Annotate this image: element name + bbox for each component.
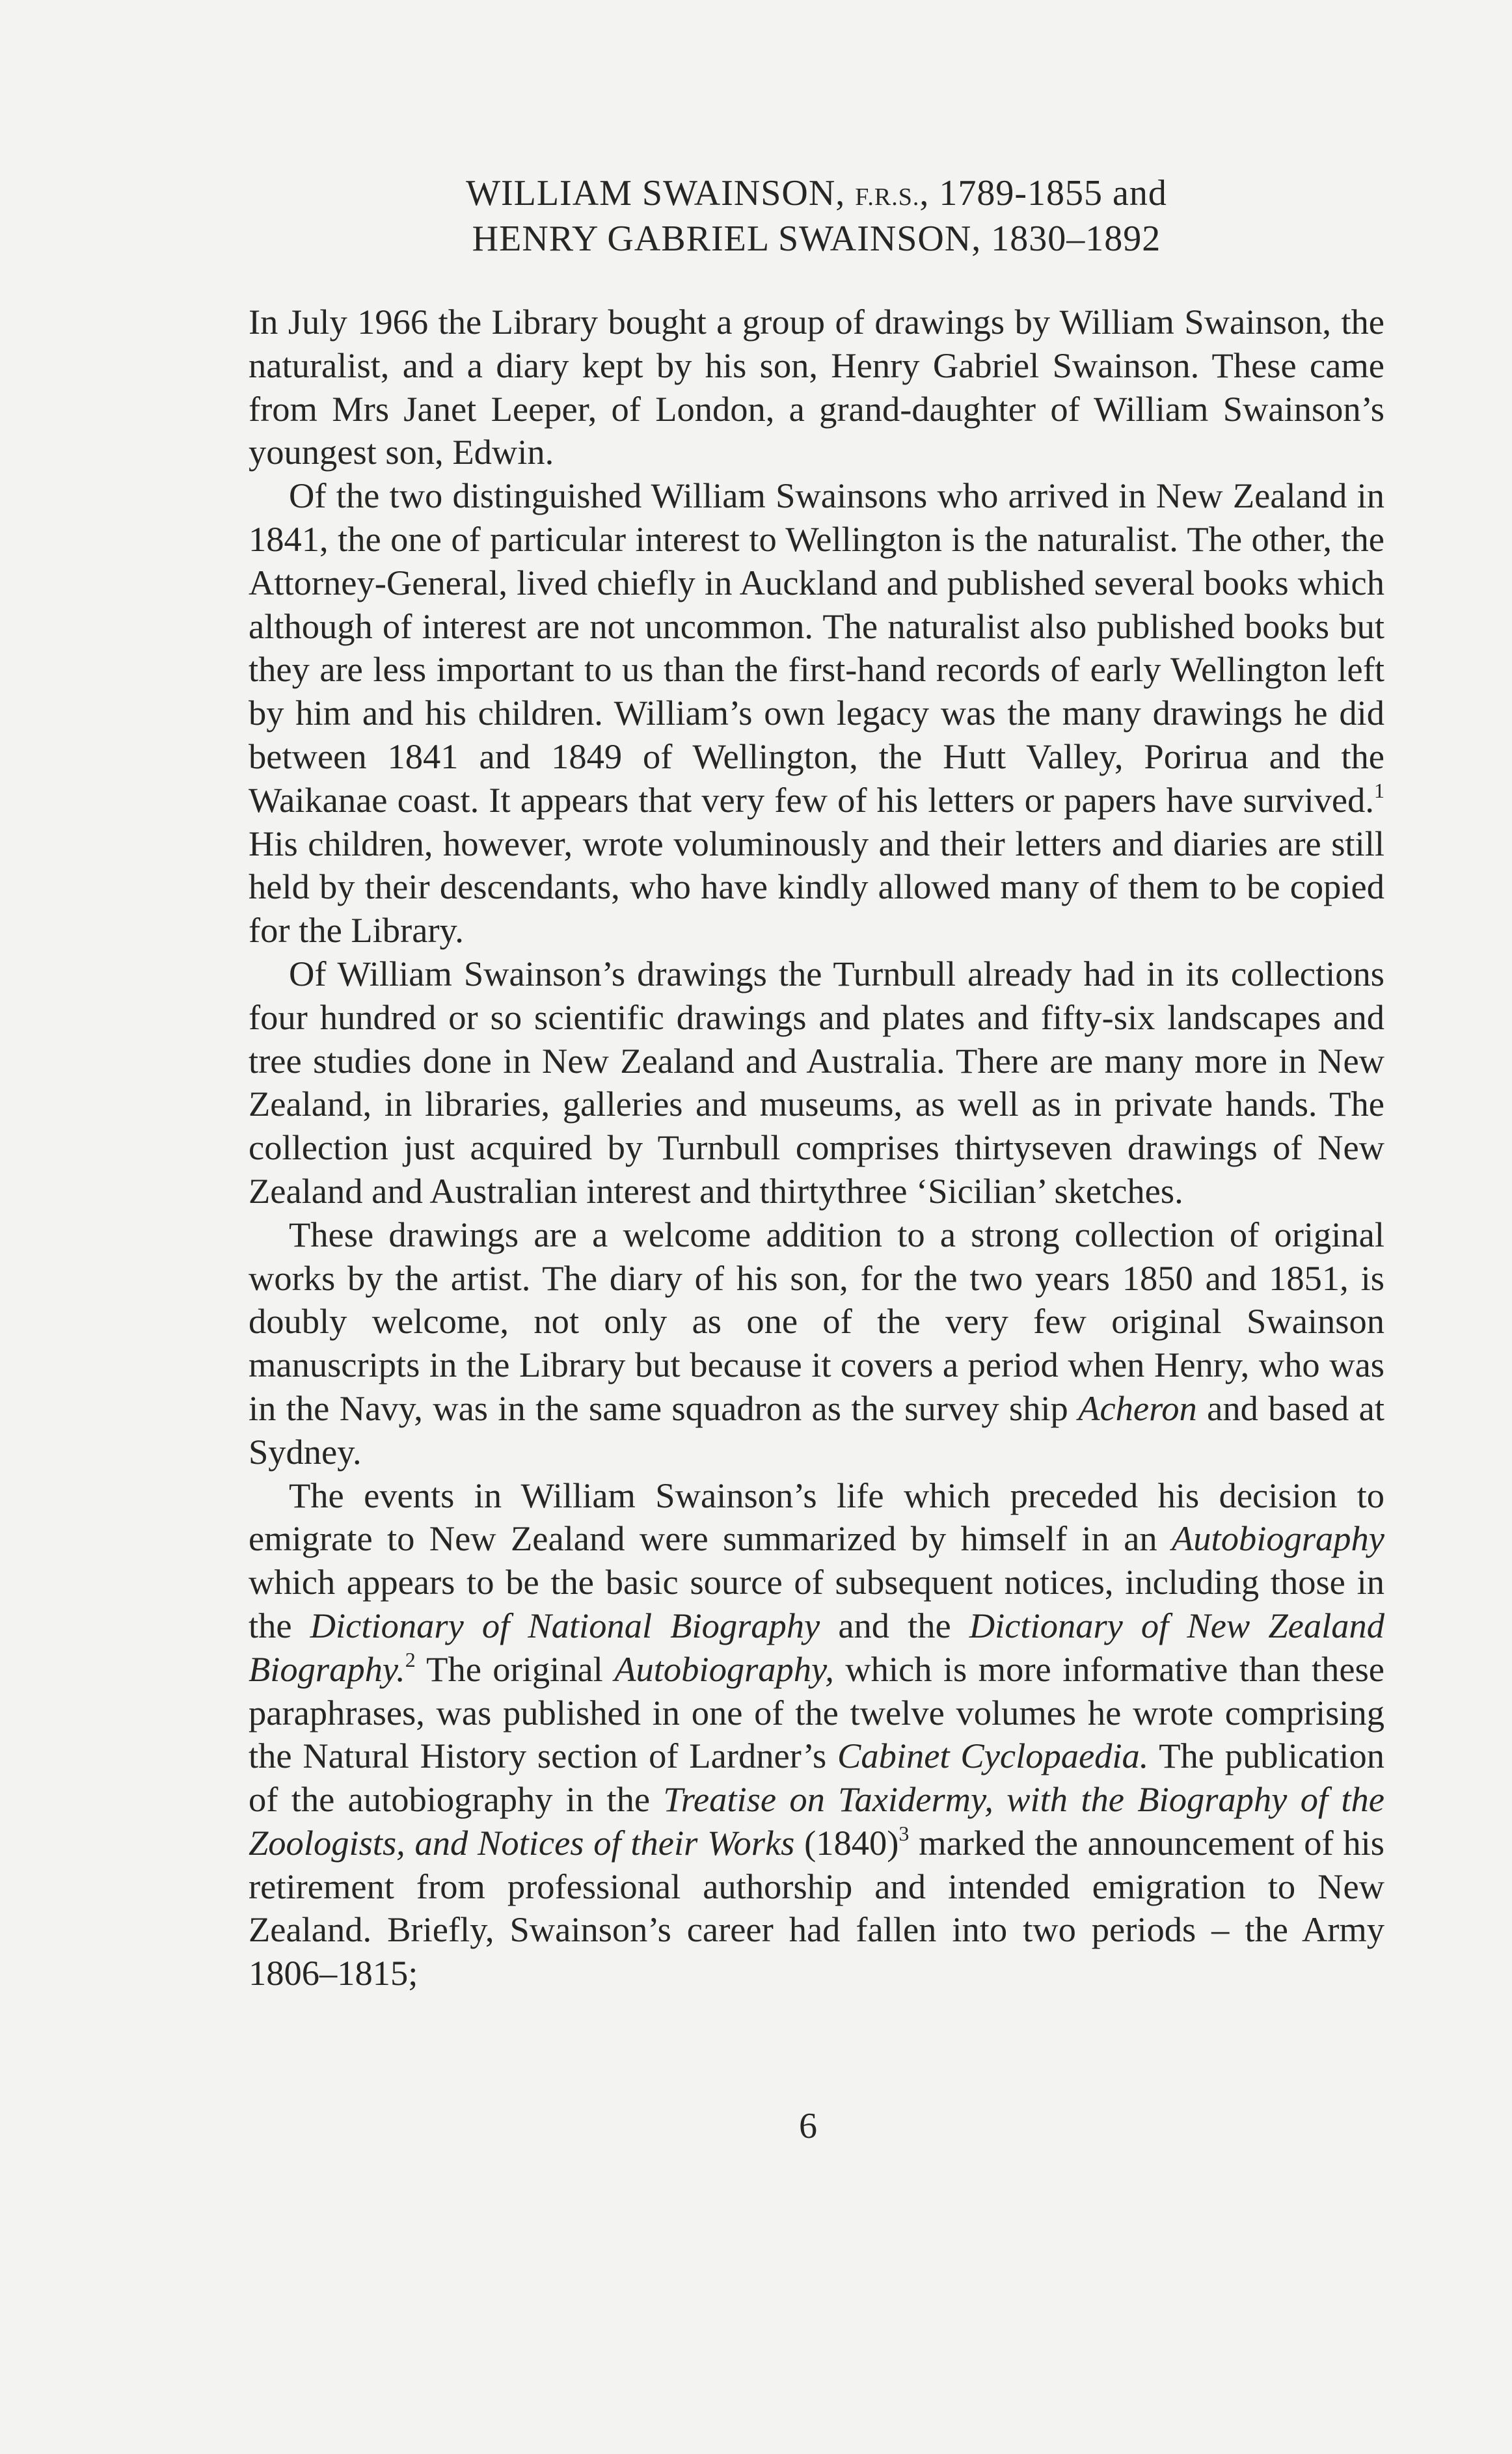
title-dnzb: Dictionary of New Zealand Biography. xyxy=(249,1605,1384,1689)
paragraph-5-text-g: (1840) xyxy=(794,1822,899,1863)
title-autobiography-2: Autobiography, xyxy=(614,1649,834,1689)
title-honours: F.R.S. xyxy=(855,183,920,211)
paragraph-2-text-a: Of the two distinguished William Swainsons who arrived in New Zealand in 1841, the one of particular interest to Wellington is the naturalist. The other, the Attorney-General, lived chiefly in Auckland and published several books which although of interest are not uncommon. The naturalist also published books but they are less important to us than the first-hand records of early Wellington left by him and his children. William’s own legacy was the many drawings he did between 1841 and 1849 of Wellington, the Hutt Valley, Porirua and the Waikanae coast. It appears that very few of his letters or papers have survived. xyxy=(249,476,1384,820)
article-body xyxy=(249,301,1384,1995)
paragraph-5-text-f: The publication of the autobiography in the xyxy=(249,1736,1384,1820)
page-number: 6 xyxy=(799,2106,817,2146)
footnote-ref-2: 2 xyxy=(405,1647,416,1671)
paragraph-4-text-b: and based at Sydney. xyxy=(249,1388,1384,1472)
paragraph-5-text-c: and the xyxy=(820,1605,969,1645)
paragraph-5 xyxy=(249,1474,1384,1996)
paragraph-5-text-a: The events in William Swainson’s life which preceded his decision to emigrate to New Zealand were summarized by himself in an xyxy=(249,1475,1384,1559)
title-dates: , 1789-1855 and xyxy=(919,173,1167,213)
title-name: WILLIAM SWAINSON, xyxy=(466,173,846,213)
paragraph-2-text-b: His children, however, wrote voluminously and their letters and diaries are still held by their descendants, who have kindly allowed many of them to be copied for the Library. xyxy=(249,823,1384,951)
title-treatise: Treatise on Taxidermy, with the Biography of the Zoologists, and Notices of their Works xyxy=(249,1779,1384,1863)
paragraph-5-text-h: marked the announcement of his retirement from professional authorship and intended emigration to New Zealand. Briefly, Swainson’s career had fallen into two periods – the Army 1806–1815; xyxy=(249,1822,1384,1993)
paragraph-4 xyxy=(249,1213,1384,1474)
paragraph-3: Of William Swainson’s drawings the Turnbull already had in its collections four hundred or so scientific drawings and plates and fifty-six landscapes and tree studies done in New Zealand and Australia. There are many more in New Zealand, in libraries, galleries and museums, as well as in private hands. The collection just acquired by Turnbull comprises thirtyseven drawings of New Zealand and Australian interest and thirtythree ‘Sicilian’ sketches. xyxy=(249,953,1384,1211)
title-dnb: Dictionary of National Biography xyxy=(310,1605,820,1645)
article-title-line-2: HENRY GABRIEL SWAINSON, 1830–1892 xyxy=(472,219,1161,259)
ship-name: Acheron xyxy=(1078,1388,1197,1428)
paragraph-1: In July 1966 the Library bought a group of drawings by William Swainson, the naturalist, and a diary kept by his son, Henry Gabriel Swainson. These came from Mrs Janet Leeper, of London, a grand-daughter of William Swainson’s youngest son, Edwin. xyxy=(249,302,1384,472)
paragraph-2 xyxy=(249,474,1384,952)
title-autobiography: Autobiography xyxy=(1172,1518,1384,1559)
footnote-ref-1: 1 xyxy=(1374,778,1384,802)
paragraph-5-text-e: which is more informative than these paraphrases, was published in one of the twelve volumes he wrote comprising the Natural History section of Lardner’s xyxy=(249,1649,1384,1776)
paragraph-5-text-d: The original xyxy=(415,1649,615,1689)
article-title-line-1 xyxy=(247,172,1386,219)
title-cabinet-cyclopaedia: Cabinet Cyclopaedia. xyxy=(837,1736,1149,1776)
paragraph-5-text-b: which appears to be the basic source of subsequent notices, including those in the xyxy=(249,1562,1384,1645)
paragraph-4-text-a: These drawings are a welcome addition to a strong collection of original works by the artist. The diary of his son, for the two years 1850 and 1851, is doubly welcome, not only as one of the very few original Swainson manuscripts in the Library but because it covers a period when Henry, who was in the Navy, was in the same squadron as the survey ship xyxy=(249,1214,1384,1428)
footnote-ref-3: 3 xyxy=(898,1821,910,1845)
